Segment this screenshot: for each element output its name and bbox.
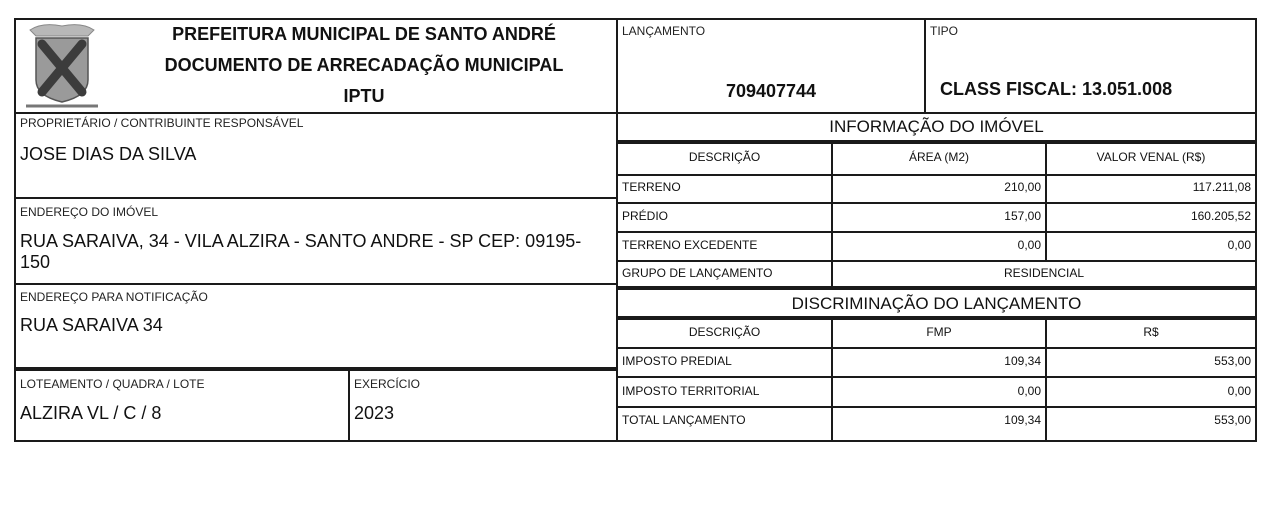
discriminacao-table: [616, 318, 1257, 442]
info-row-terreno-area: 210,00: [1004, 180, 1041, 194]
info-header-area: ÁREA (M2): [908, 150, 969, 164]
endereco-notificacao-box: [14, 283, 618, 369]
header-box: [14, 18, 618, 114]
exercicio-value: 2023: [354, 403, 395, 423]
disc-header-descricao: DESCRIÇÃO: [688, 325, 761, 339]
disc-row-predial-fmp: 109,34: [1004, 354, 1041, 368]
disc-row-total-desc: TOTAL LANÇAMENTO: [622, 413, 746, 427]
coat-of-arms-logo: [22, 22, 102, 110]
exercicio-label: EXERCÍCIO: [354, 377, 421, 391]
info-header-valor: VALOR VENAL (R$): [1096, 150, 1206, 164]
endereco-imovel-box: [14, 197, 618, 285]
disc-header-fmp: FMP: [926, 325, 952, 339]
info-row-predio-valor: 160.205,52: [1190, 209, 1251, 223]
endereco-imovel-label: ENDEREÇO DO IMÓVEL: [20, 205, 159, 219]
info-header-descricao: DESCRIÇÃO: [688, 150, 761, 164]
disc-row-territorial-desc: IMPOSTO TERRITORIAL: [622, 384, 760, 398]
tipo-value: CLASS FISCAL: 13.051.008: [940, 79, 1173, 99]
discriminacao-title: DISCRIMINAÇÃO DO LANÇAMENTO: [791, 294, 1082, 313]
info-grupo-value: RESIDENCIAL: [1003, 266, 1085, 280]
disc-row-predial-rs: 553,00: [1214, 354, 1251, 368]
disc-row-total-rs: 553,00: [1214, 413, 1251, 427]
info-row-excedente-valor: 0,00: [1227, 238, 1251, 252]
proprietario-value: JOSE DIAS DA SILVA: [20, 144, 197, 164]
loteamento-box: [14, 369, 350, 442]
disc-row-predial-desc: IMPOSTO PREDIAL: [622, 354, 732, 368]
endereco-notificacao-value: RUA SARAIVA 34: [20, 315, 163, 335]
disc-row-territorial-fmp: 0,00: [1017, 384, 1041, 398]
info-row-predio-area: 157,00: [1004, 209, 1041, 223]
header-line-3: IPTU: [343, 86, 385, 106]
exercicio-box: [348, 369, 618, 442]
info-row-terreno-desc: TERRENO: [622, 180, 681, 194]
lancamento-label: LANÇAMENTO: [622, 24, 706, 38]
tipo-label: TIPO: [930, 24, 959, 38]
info-imovel-title: INFORMAÇÃO DO IMÓVEL: [829, 117, 1044, 136]
proprietario-box: [14, 112, 618, 199]
disc-header-rs: R$: [1143, 325, 1159, 339]
proprietario-label: PROPRIETÁRIO / CONTRIBUINTE RESPONSÁVEL: [20, 116, 304, 130]
info-row-excedente-area: 0,00: [1017, 238, 1041, 252]
tipo-box: [924, 18, 1257, 114]
lancamento-box: [616, 18, 926, 114]
info-row-terreno-valor: 117.211,08: [1192, 180, 1251, 194]
info-row-excedente-desc: TERRENO EXCEDENTE: [622, 238, 758, 252]
lancamento-value: 709407744: [725, 81, 817, 101]
info-row-predio-desc: PRÉDIO: [622, 209, 669, 223]
discriminacao-title-box: [616, 288, 1257, 318]
loteamento-value: ALZIRA VL / C / 8: [20, 403, 162, 423]
loteamento-label: LOTEAMENTO / QUADRA / LOTE: [20, 377, 205, 391]
disc-row-territorial-rs: 0,00: [1227, 384, 1251, 398]
header-line-2: DOCUMENTO DE ARRECADAÇÃO MUNICIPAL: [164, 55, 564, 75]
disc-row-total-fmp: 109,34: [1004, 413, 1041, 427]
header-line-1: PREFEITURA MUNICIPAL DE SANTO ANDRÉ: [172, 24, 556, 44]
endereco-notificacao-label: ENDEREÇO PARA NOTIFICAÇÃO: [20, 290, 208, 304]
info-grupo-label: GRUPO DE LANÇAMENTO: [622, 266, 773, 280]
endereco-imovel-value: RUA SARAIVA, 34 - VILA ALZIRA - SANTO ANDRE - SP CEP: 09195-150: [20, 231, 582, 272]
info-imovel-table: [616, 142, 1257, 288]
info-imovel-title-box: [616, 112, 1257, 142]
